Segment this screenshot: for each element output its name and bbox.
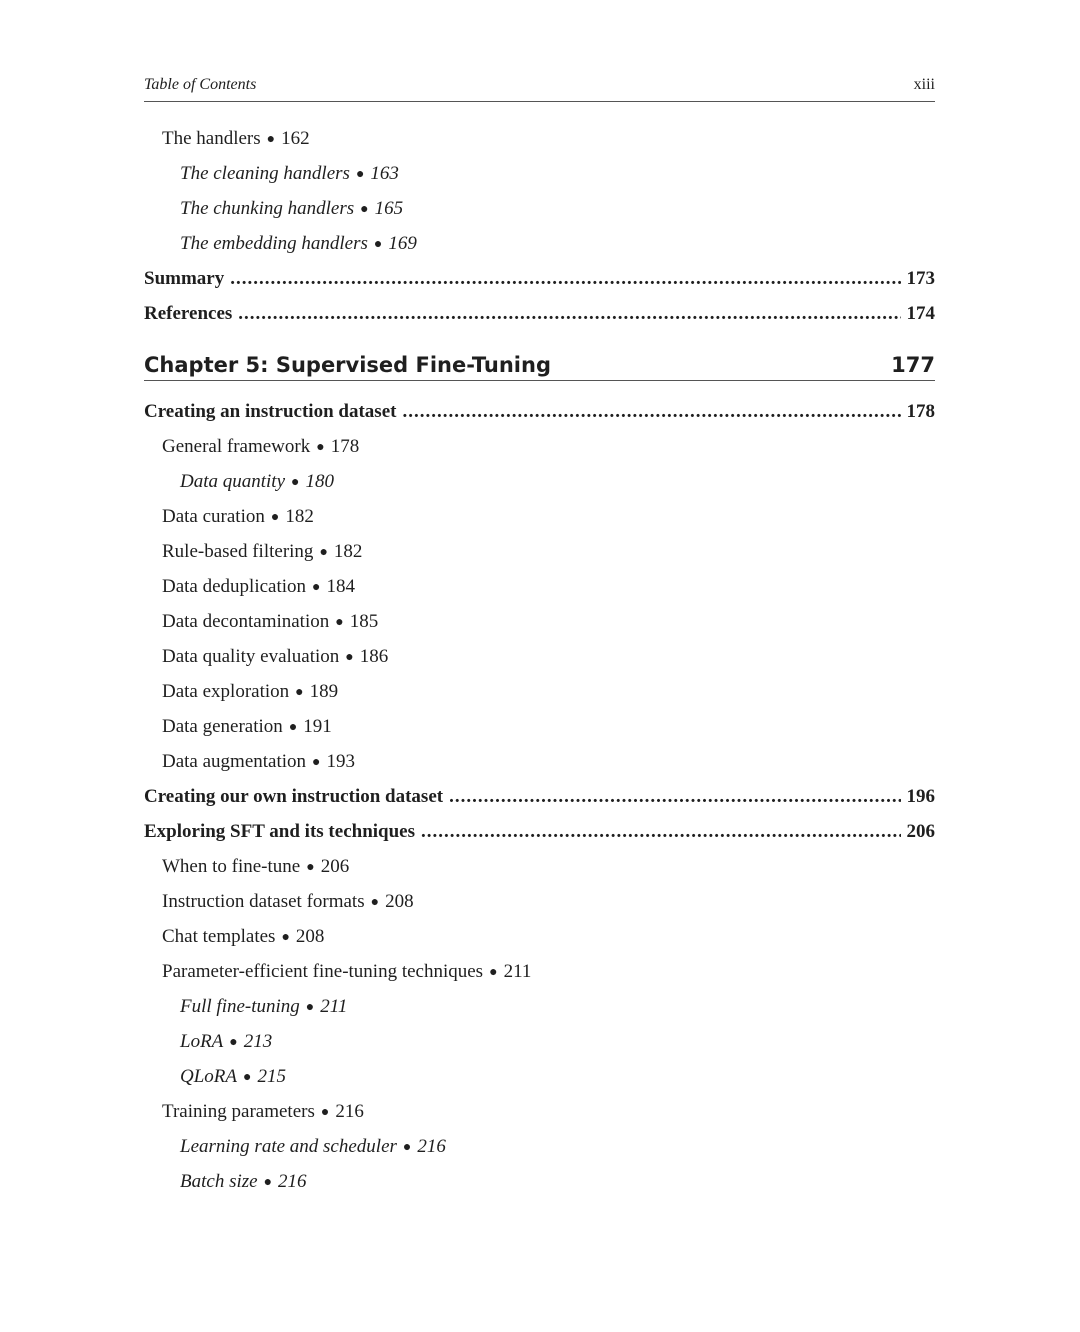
toc-entry-title: Data generation [162,716,283,737]
toc-entry-title: Chat templates [162,926,276,947]
toc-entry-title: General framework [162,436,311,457]
toc-entry-subsection[interactable] [144,499,935,534]
bullet-separator-icon: ● [316,440,325,455]
toc-entry-title: Data quality evaluation [162,646,340,667]
toc-entry-title: QLoRA [180,1066,237,1087]
bullet-separator-icon: ● [335,615,344,630]
toc-entry-title: Data augmentation [162,751,307,772]
bullet-separator-icon: ● [291,475,300,490]
toc-entry-subsection[interactable] [144,1094,935,1129]
toc-entry-title: The embedding handlers [180,233,368,254]
toc-entry-title: Creating an instruction dataset [144,401,397,422]
toc-entry-title: Summary [144,268,225,289]
toc-entry-title: Learning rate and scheduler [180,1136,397,1157]
toc-entry-title: Training parameters [162,1101,315,1122]
toc-entry-title: Instruction dataset formats [162,891,365,912]
toc-entry-title: LoRA [180,1031,224,1052]
toc-entry-page: 208 [385,891,414,912]
toc-entry-page: 193 [326,751,355,772]
toc-entry-title: References [144,303,233,324]
bullet-separator-icon: ● [360,202,369,217]
toc-entry-title: Parameter-efficient fine-tuning techniques [162,961,484,982]
bullet-separator-icon: ● [320,1105,330,1120]
running-header [144,72,935,102]
toc-entry-subsubsection[interactable] [144,1164,935,1199]
toc-entry-subsection[interactable] [144,919,935,954]
toc-entry-title: Data deduplication [162,576,307,597]
toc-entry-page: 178 [330,436,360,457]
dot-leader [238,296,900,331]
toc-entry-subsection[interactable] [144,884,935,919]
toc-entry-page: 165 [374,198,404,219]
toc-entry-section[interactable] [144,296,935,331]
toc-entry-title: The chunking handlers [180,198,355,219]
table-of-contents [144,121,935,1199]
toc-entry-subsubsection[interactable] [144,989,935,1024]
toc-entry-page: 206 [906,821,935,842]
bullet-separator-icon: ● [305,1000,315,1015]
toc-entry-section[interactable] [144,814,935,849]
toc-entry-title: Exploring SFT and its techniques [144,821,416,842]
bullet-separator-icon: ● [312,755,321,770]
toc-entry-page: 213 [243,1031,273,1052]
toc-entry-section[interactable] [144,779,935,814]
toc-entry-page: 184 [326,576,355,597]
toc-entry-page: 191 [303,716,332,737]
bullet-separator-icon: ● [295,685,304,700]
toc-entry-title: Rule-based filtering [162,541,314,562]
bullet-separator-icon: ● [270,510,280,525]
toc-entry-title: Batch size [180,1171,258,1192]
toc-entry-page: 178 [906,401,935,422]
bullet-separator-icon: ● [312,580,321,595]
toc-entry-subsection[interactable] [144,121,935,156]
toc-entry-title: Full fine-tuning [180,996,300,1017]
toc-entry-title: Data exploration [162,681,290,702]
toc-entry-page: 174 [906,303,935,324]
toc-entry-title: Data decontamination [162,611,330,632]
toc-entry-page: 182 [333,541,363,562]
toc-entry-page: 206 [320,856,350,877]
toc-entry-subsubsection[interactable] [144,1059,935,1094]
toc-entry-page: 211 [320,996,348,1017]
toc-entry-subsection[interactable] [144,744,935,779]
dot-leader [402,394,900,429]
toc-entry-subsubsection[interactable] [144,156,935,191]
toc-entry-page: 211 [503,961,532,982]
toc-entry-subsubsection[interactable] [144,226,935,261]
bullet-separator-icon: ● [355,167,365,182]
bullet-separator-icon: ● [489,965,498,980]
toc-entry-page: 196 [906,786,935,807]
toc-entry-page: 186 [359,646,389,667]
dot-leader [449,779,900,814]
toc-entry-title: Data quantity [180,471,286,492]
page-number: xiii [913,76,935,93]
toc-entry-title: Data curation [162,506,265,527]
document-page [144,0,935,1332]
toc-entry-page: 163 [370,163,399,184]
toc-entry-page: 216 [278,1171,307,1192]
dot-leader [421,814,900,849]
toc-entry-subsubsection[interactable] [144,464,935,499]
bullet-separator-icon: ● [345,650,354,665]
toc-entry-title: Creating our own instruction dataset [144,786,444,807]
toc-entry-subsection[interactable] [144,534,935,569]
toc-entry-title: The handlers [162,128,261,149]
bullet-separator-icon: ● [402,1140,412,1155]
chapter-heading[interactable] [144,343,935,381]
toc-entry-page: 185 [349,611,379,632]
toc-entry-section[interactable] [144,394,935,429]
bullet-separator-icon: ● [266,132,276,147]
toc-entry-section[interactable] [144,261,935,296]
toc-entry-page: 215 [257,1066,286,1087]
bullet-separator-icon: ● [370,895,380,910]
chapter-page: 177 [891,353,935,377]
toc-entry-subsection[interactable] [144,604,935,639]
toc-entry-subsubsection[interactable] [144,191,935,226]
toc-entry-subsection[interactable] [144,709,935,744]
bullet-separator-icon: ● [288,720,298,735]
running-title: Table of Contents [144,76,257,93]
toc-entry-title: When to fine-tune [162,856,301,877]
bullet-separator-icon: ● [306,860,315,875]
toc-entry-subsection[interactable] [144,674,935,709]
toc-entry-subsection[interactable] [144,429,935,464]
bullet-separator-icon: ● [319,545,328,560]
toc-entry-page: 216 [417,1136,446,1157]
dot-leader [230,261,900,296]
toc-entry-page: 208 [295,926,325,947]
toc-entry-page: 169 [388,233,417,254]
bullet-separator-icon: ● [243,1070,252,1085]
bullet-separator-icon: ● [229,1035,238,1050]
toc-entry-subsubsection[interactable] [144,1024,935,1059]
toc-entry-page: 173 [906,268,935,289]
toc-section-chapter-5 [144,394,935,1199]
toc-entry-page: 216 [335,1101,364,1122]
bullet-separator-icon: ● [263,1175,273,1190]
toc-entry-subsection[interactable] [144,954,935,989]
toc-entry-page: 182 [285,506,314,527]
chapter-title: Chapter 5: Supervised Fine-Tuning [144,353,551,377]
toc-entry-subsection[interactable] [144,849,935,884]
toc-section-previous-chapter [144,121,935,331]
bullet-separator-icon: ● [373,237,383,252]
toc-entry-page: 162 [281,128,310,149]
toc-entry-page: 189 [309,681,339,702]
toc-entry-page: 180 [305,471,334,492]
toc-entry-title: The cleaning handlers [180,163,350,184]
toc-entry-subsubsection[interactable] [144,1129,935,1164]
toc-entry-subsection[interactable] [144,569,935,604]
bullet-separator-icon: ● [281,930,290,945]
toc-entry-subsection[interactable] [144,639,935,674]
